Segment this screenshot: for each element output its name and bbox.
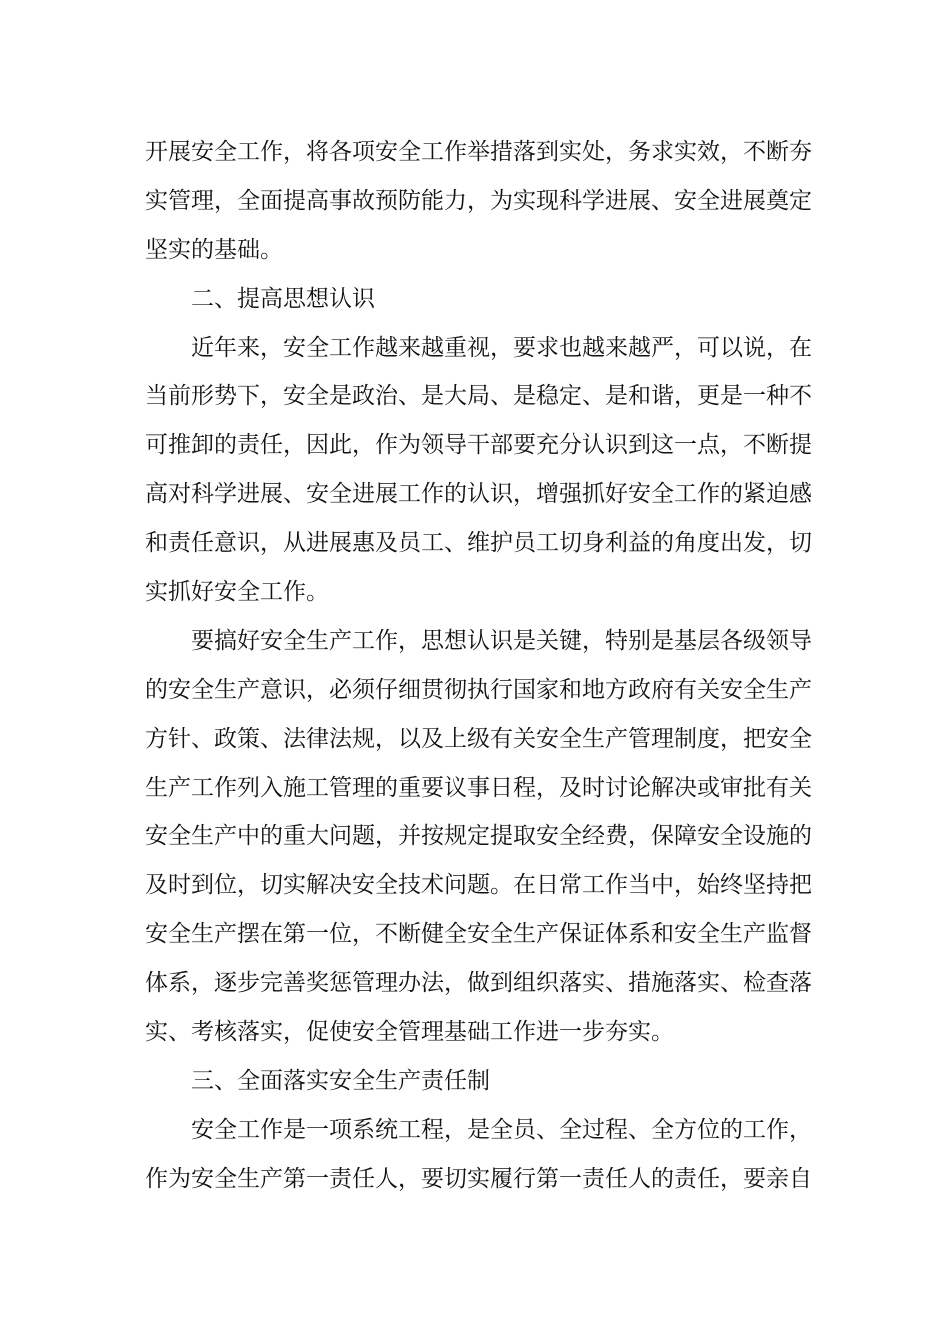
text-line: 生产工作列入施工管理的重要议事日程，及时讨论解决或审批有关: [145, 774, 812, 801]
text-line: 坚实的基础。: [145, 236, 283, 263]
text-line: 安全生产中的重大问题，并按规定提取安全经费，保障安全设施的: [145, 823, 812, 850]
section-heading: 二、提高思想认识: [191, 285, 375, 312]
text-line: 开展安全工作，将各项安全工作举措落到实处，务求实效，不断夯: [145, 139, 812, 165]
text-line: 作为安全生产第一责任人，要切实履行第一责任人的责任，要亲自: [145, 1165, 812, 1192]
text-line: 当前形势下，安全是政治、是大局、是稳定、是和谐，更是一种不: [145, 383, 812, 410]
text-line: 实、考核落实，促使安全管理基础工作进一步夯实。: [145, 1019, 674, 1046]
text-line: 及时到位，切实解决安全技术问题。在日常工作当中，始终坚持把: [145, 872, 812, 899]
text-line: 可推卸的责任，因此，作为领导干部要充分认识到这一点，不断提: [145, 432, 812, 459]
text-line: 要搞好安全生产工作，思想认识是关键，特别是基层各级领导: [191, 627, 812, 654]
text-line: 的安全生产意识，必须仔细贯彻执行国家和地方政府有关安全生产: [145, 676, 812, 703]
text-line: 近年来，安全工作越来越重视，要求也越来越严，可以说，在: [191, 334, 812, 361]
text-line: 和责任意识，从进展惠及员工、维护员工切身利益的角度出发，切: [145, 530, 812, 557]
document-body: [145, 128, 810, 1204]
text-line: 实管理，全面提高事故预防能力，为实现科学进展、安全进展奠定: [145, 187, 812, 214]
text-line: 体系，逐步完善奖惩管理办法，做到组织落实、措施落实、检查落: [145, 970, 812, 997]
text-line: 高对科学进展、安全进展工作的认识，增强抓好安全工作的紧迫感: [145, 481, 812, 508]
text-line: 安全工作是一项系统工程，是全员、全过程、全方位的工作，: [191, 1116, 812, 1143]
text-line: 方针、政策、法律法规，以及上级有关安全生产管理制度，把安全: [145, 725, 812, 752]
text-line: 安全生产摆在第一位，不断健全安全生产保证体系和安全生产监督: [145, 921, 812, 948]
text-line: 实抓好安全工作。: [145, 579, 329, 606]
section-heading: 三、全面落实安全生产责任制: [191, 1067, 490, 1094]
